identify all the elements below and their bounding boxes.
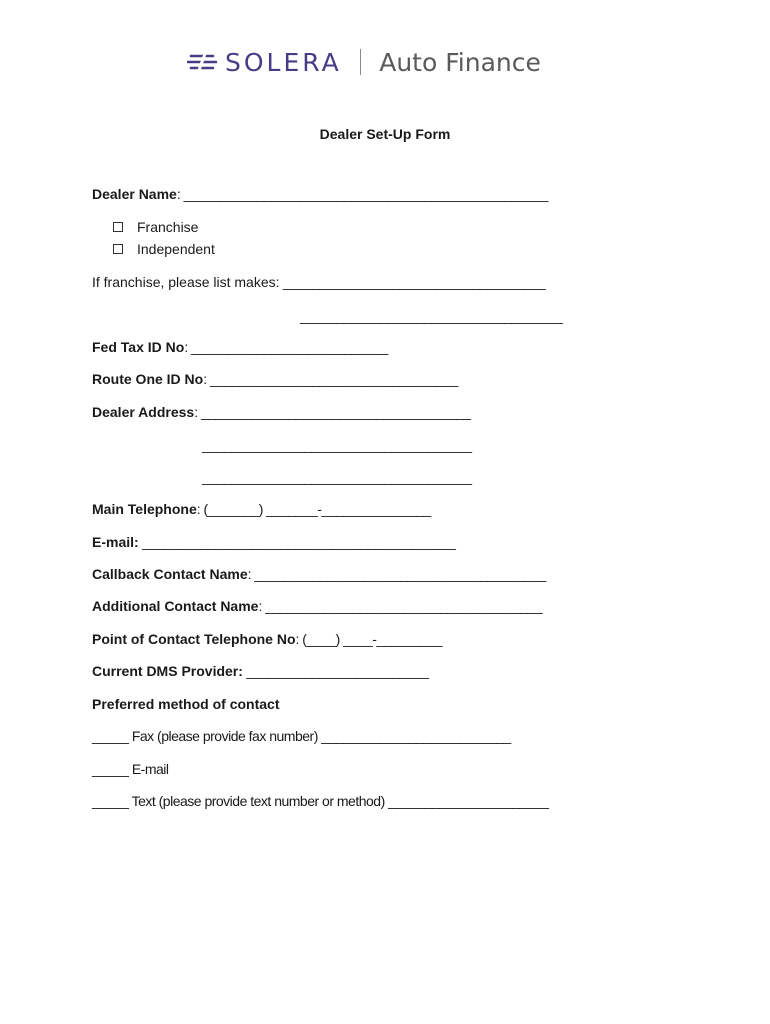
- franchise-makes-row: [92, 274, 545, 290]
- poc-telephone-label: Point of Contact Telephone No: [92, 631, 296, 647]
- email-field[interactable]: ___________________________________________: [138, 534, 456, 550]
- dealer-address-row-3: [202, 469, 472, 485]
- fed-tax-row: [92, 339, 388, 355]
- dms-provider-row: [92, 663, 428, 679]
- option-independent[interactable]: [113, 241, 215, 257]
- dealer-address-field-3[interactable]: _____________________________________: [202, 469, 472, 485]
- solera-logo: [187, 44, 541, 80]
- solera-mark-icon: [187, 50, 217, 74]
- dealer-name-label: Dealer Name: [92, 186, 177, 202]
- option-franchise[interactable]: [113, 219, 198, 235]
- dms-provider-field[interactable]: _________________________: [242, 663, 429, 679]
- contact-email-row[interactable]: [92, 761, 169, 777]
- logo-divider: [360, 49, 362, 75]
- option-label: Franchise: [137, 219, 199, 235]
- poc-telephone-row: [92, 631, 442, 647]
- main-telephone-row: [92, 501, 431, 517]
- dealer-address-label: Dealer Address: [92, 404, 195, 420]
- franchise-makes-label: If franchise, please list makes:: [92, 274, 280, 290]
- brand-name: SOLERA: [225, 47, 342, 77]
- fed-tax-label: Fed Tax ID No: [92, 339, 185, 355]
- dealer-address-row-2: [202, 437, 472, 453]
- fed-tax-field[interactable]: : ___________________________: [184, 339, 388, 355]
- route-one-row: [92, 371, 458, 387]
- email-row: [92, 534, 455, 550]
- route-one-field[interactable]: : __________________________________: [203, 371, 458, 387]
- checkbox-icon[interactable]: [113, 244, 123, 254]
- form-title: Dealer Set-Up Form: [319, 126, 451, 142]
- dealer-address-field-2[interactable]: _____________________________________: [202, 437, 472, 453]
- callback-contact-label: Callback Contact Name: [92, 566, 248, 582]
- main-telephone-label: Main Telephone: [92, 501, 197, 517]
- contact-email-option[interactable]: _____ E-mail: [92, 761, 169, 777]
- route-one-label: Route One ID No: [92, 371, 204, 387]
- additional-contact-label: Additional Contact Name: [92, 598, 259, 614]
- franchise-makes-row-2: [300, 308, 562, 324]
- callback-contact-field[interactable]: : ________________________________________: [247, 566, 546, 582]
- email-label: E-mail:: [92, 534, 139, 550]
- additional-contact-field[interactable]: : ______________________________________: [258, 598, 543, 614]
- product-name: Auto Finance: [379, 47, 541, 77]
- dms-provider-label: Current DMS Provider:: [92, 663, 243, 679]
- preferred-contact-label: Preferred method of contact: [92, 696, 280, 712]
- contact-text-option[interactable]: _____ Text (please provide text number or method) ______________________: [92, 793, 549, 809]
- franchise-makes-field[interactable]: ____________________________________: [279, 274, 546, 290]
- main-telephone-field[interactable]: : (_______) _______-_______________: [196, 501, 431, 517]
- preferred-contact-heading: [92, 696, 279, 712]
- contact-text-row[interactable]: [92, 793, 548, 809]
- dealer-address-row: [92, 404, 471, 420]
- dealer-name-row: [92, 186, 548, 202]
- contact-fax-option[interactable]: _____ Fax (please provide fax number) __________________________: [92, 728, 511, 744]
- additional-contact-row: [92, 598, 542, 614]
- callback-contact-row: [92, 566, 546, 582]
- poc-telephone-field[interactable]: : (____) ____-_________: [295, 631, 443, 647]
- checkbox-icon[interactable]: [113, 222, 123, 232]
- dealer-address-field[interactable]: : _____________________________________: [194, 404, 471, 420]
- contact-fax-row[interactable]: [92, 728, 511, 744]
- franchise-makes-field-2[interactable]: ____________________________________: [300, 308, 563, 324]
- dealer-name-field[interactable]: : __________________________________________________: [176, 186, 548, 202]
- option-label: Independent: [137, 241, 215, 257]
